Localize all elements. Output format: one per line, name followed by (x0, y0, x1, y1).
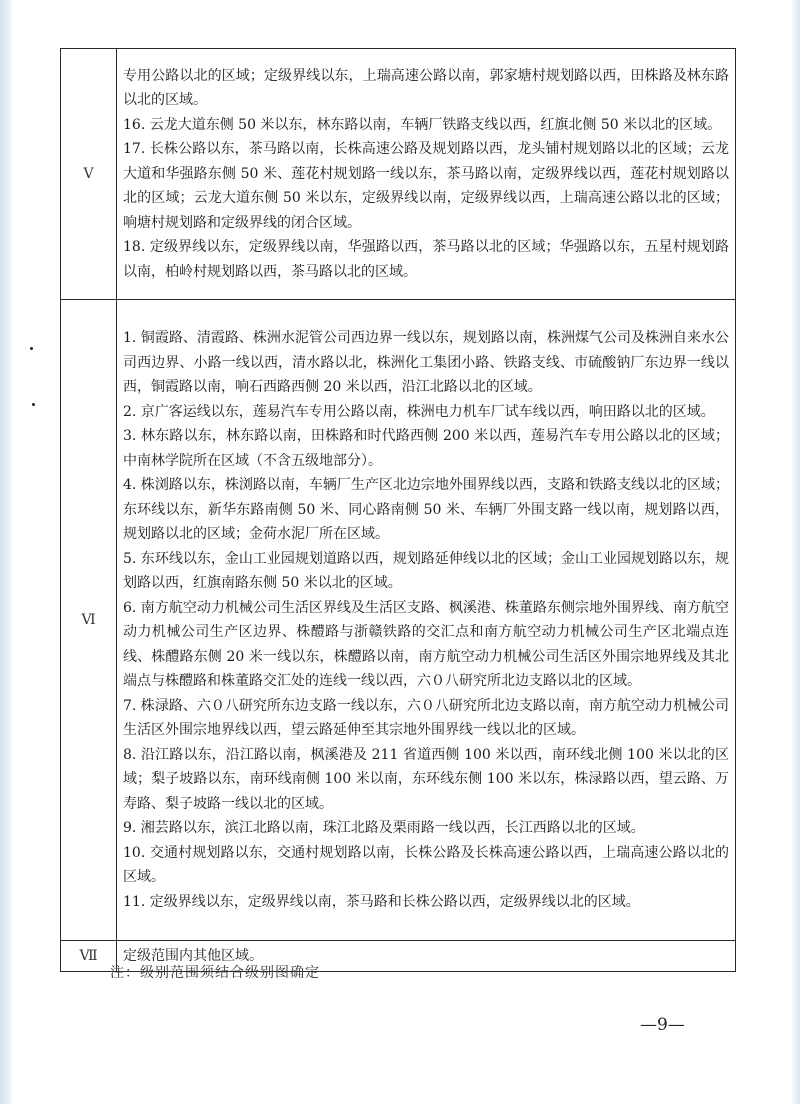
grade-description (117, 49, 736, 300)
area-item: 18. 定级界线以东，定级界线以南，华强路以西，茶马路以北的区域；华强路以东，五星村规划路以南，柏岭村规划路以西，茶马路以北的区域。 (123, 239, 729, 280)
area-item: 2. 京广客运线以东，莲易汽车专用公路以南，株洲电力机车厂试车线以西，响田路以北的区域。 (123, 403, 715, 420)
grade-label: Ⅶ (61, 941, 117, 972)
area-item: 16. 云龙大道东侧 50 米以东，林东路以南，车辆厂铁路支线以西，红旗北侧 50 米以北的区域。 (123, 116, 722, 133)
area-item: 5. 东环线以东，金山工业园规划道路以西，规划路延伸线以北的区域；金山工业园规划路以东，规划路以西，红旗南路东侧 50 米以北的区域。 (123, 550, 729, 591)
scan-edge-right (790, 0, 800, 1104)
land-grade-table (60, 48, 736, 972)
area-item: 1. 铜霞路、清霞路、株洲水泥管公司西边界一线以东，规划路以南，株洲煤气公司及株洲自来水公司西边界、小路一线以西，清水路以北，株洲化工集团小路、铁路支线、市硫酸钠厂东边界一线以西，铜霞路以南，响石西路西侧 20 米以西，沿江北路以北的区域。 (123, 330, 729, 395)
page-number: —9— (640, 1015, 685, 1035)
scan-speck (30, 347, 33, 350)
table-row (61, 300, 736, 941)
area-item: 11. 定级界线以东，定级界线以南，茶马路和长株公路以西，定级界线以北的区域。 (123, 893, 640, 910)
area-item: 4. 株浏路以东，株浏路以南，车辆厂生产区北边宗地外围界线以西，支路和铁路支线以北的区域；东环线以东，新华东路南侧 50 米、同心路南侧 50 米、车辆厂外围支路一线以南，规划路以西，规划路以北的区域；金荷水泥厂所在区域。 (123, 477, 729, 542)
scan-speck (32, 403, 35, 406)
grade-description (117, 300, 736, 941)
area-item: 9. 湘芸路以东，滨江北路以南，珠江北路及栗雨路一线以西，长江西路以北的区域。 (123, 820, 645, 836)
area-item: 定级范围内其他区域。 (123, 948, 263, 964)
area-item: 3. 林东路以东，林东路以南，田株路和时代路西侧 200 米以西，莲易汽车专用公路以北的区域；中南林学院所在区域（不含五级地部分）。 (123, 428, 729, 469)
grade-label: Ⅵ (61, 300, 117, 941)
area-item: 10. 交通村规划路以东，交通村规划路以南，长株公路及长株高速公路以西，上瑞高速公路以北的区域。 (123, 844, 729, 885)
area-item: 8. 沿江路以东，沿江路以南，枫溪港及 211 省道西侧 100 米以西，南环线北侧 100 米以北的区域；梨子坡路以东，南环线南侧 100 米以南，东环线东侧 100 米以东，株渌路以西，望云路、万寿路、梨子坡路一线以北的区域。 (123, 746, 729, 812)
footnote: 注：级别范围须结合级别图确定 (110, 965, 320, 981)
area-item: 6. 南方航空动力机械公司生活区界线及生活区支路、枫溪港、株董路东侧宗地外围界线、南方航空动力机械公司生产区边界、株醴路与浙赣铁路的交汇点和南方航空动力机械公司生产区北端点连线、株醴路东侧 20 米一线以东，株醴路以南，南方航空动力机械公司生活区外围宗地界线及其北端点与株醴路和株董路交汇处的连线一线以西，六０八研究所北边支路以北的区域。 (123, 599, 729, 689)
table-row (61, 49, 736, 300)
area-item: 7. 株渌路、六０八研究所东边支路一线以东，六０八研究所北边支路以南，南方航空动力机械公司生活区外围宗地界线以西，望云路延伸至其宗地外围界线一线以北的区域。 (123, 697, 729, 738)
area-item: 17. 长株公路以东，茶马路以南，长株高速公路及规划路以西，龙头铺村规划路以北的区域；云龙大道和华强路东侧 50 米、莲花村规划路一线以东，茶马路以南，定级界线以西，莲花村规划路以北的区域；云龙大道东侧 50 米以东，定级界线以南，定级界线以西，上瑞高速公路以北的区域；响塘村规划路和定级界线的闭合区域。 (123, 141, 729, 231)
grade-label: Ⅴ (61, 49, 117, 300)
scan-edge-left (0, 0, 14, 1104)
area-item: 专用公路以北的区域；定级界线以东，上瑞高速公路以南，郭家塘村规划路以西，田株路及林东路以北的区域。 (123, 67, 729, 109)
